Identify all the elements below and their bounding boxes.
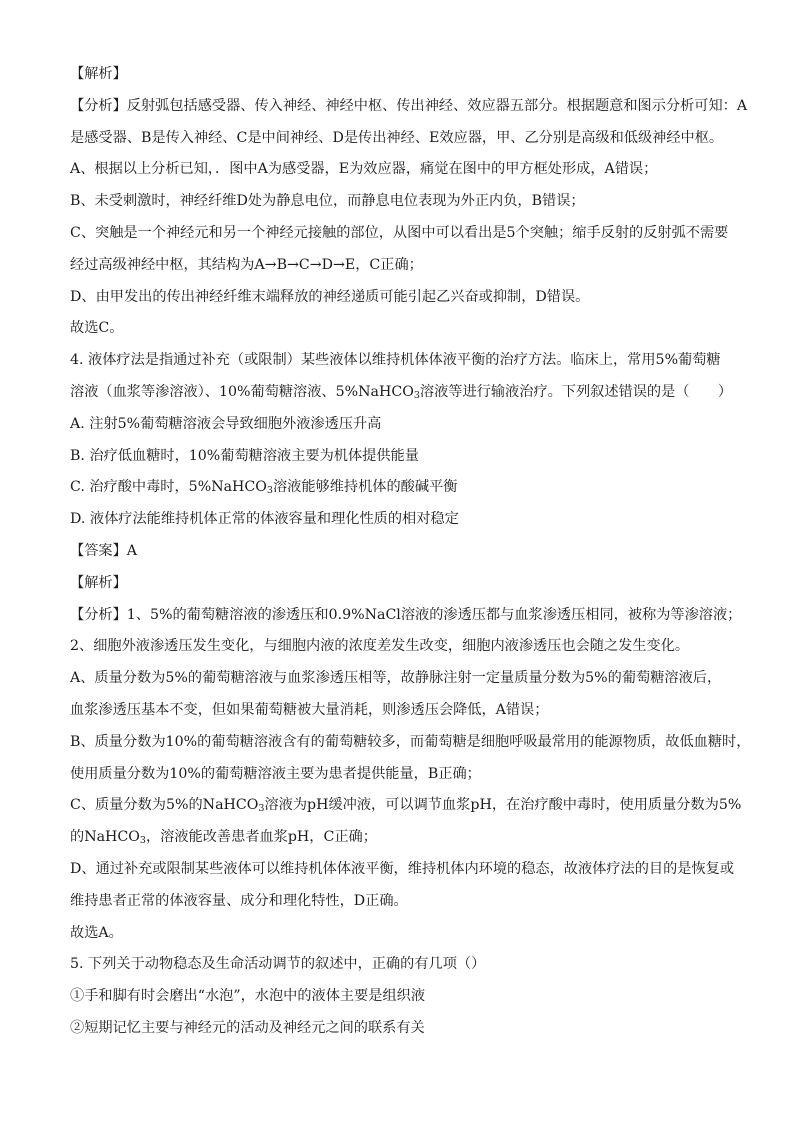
paragraph-line: 维持患者正常的体液容量、成分和理化特性，D正确。	[70, 892, 408, 909]
paragraph-line	[70, 827, 738, 859]
paragraph-line: 是感受器、B是传入神经、C是中间神经、D是传出神经、E效应器，甲、乙分别是高级和低级神经中枢。	[70, 129, 724, 146]
text-run: 溶液能够维持机体的酸碱平衡	[272, 479, 458, 496]
conclusion-line: 故选A。	[70, 924, 123, 941]
answer-line: 【答案】A	[70, 542, 137, 559]
paragraph-line: 经过高级神经中枢，其结构为A→B→C→D→E，C正确；	[70, 256, 423, 273]
statement-2: ②短期记忆主要与神经元的活动及神经元之间的联系有关	[70, 1019, 425, 1036]
text-run: 溶液等进行输液治疗。下列叙述错误的是（ ）	[419, 383, 733, 400]
option-b: B. 治疗低血糖时，10%葡萄糖溶液主要为机体提供能量	[70, 447, 419, 464]
subscript: 3	[258, 803, 265, 815]
text-run: C. 治疗酸中毒时，5%NaHCO	[70, 479, 267, 496]
paragraph-line: 使用质量分数为10%的葡萄糖溶液主要为患者提供能量，B正确；	[70, 765, 481, 782]
paragraph-line: C、突触是一个神经元和另一个神经元接触的部位，从图中可以看出是5个突触；缩手反射的反射弧不需要	[70, 224, 729, 241]
option-c	[70, 477, 738, 509]
subscript: 3	[413, 389, 420, 401]
paragraph-line: 2、细胞外液渗透压发生变化，与细胞内液的浓度差发生改变，细胞内液渗透压也会随之发生变化。	[70, 638, 690, 655]
option-d: D. 液体疗法能维持机体正常的体液容量和理化性质的相对稳定	[70, 511, 459, 528]
text-run: 溶液为pH缓冲液，可以调节血浆pH，在治疗酸中毒时，使用质量分数为5%	[264, 797, 742, 814]
subscript: 3	[266, 485, 273, 497]
paragraph-line	[70, 795, 742, 827]
subscript: 3	[139, 835, 146, 847]
question-4-stem-cont	[70, 382, 738, 414]
paragraph-line: A、质量分数为5%的葡萄糖溶液与血浆渗透压相等，故静脉注射一定量质量分数为5%的葡萄糖溶液后，	[70, 670, 722, 687]
paragraph-line: D、通过补充或限制某些液体可以维持机体体液平衡，维持机体内环境的稳态，故液体疗法的目的是恢复或	[70, 860, 735, 877]
paragraph-line: D、由甲发出的传出神经纤维末端释放的神经递质可能引起乙兴奋或抑制，D错误。	[70, 288, 590, 305]
option-a: A. 注射5%葡萄糖溶液会导致细胞外液渗透压升高	[70, 415, 382, 432]
question-4-stem: 4. 液体疗法是指通过补充（或限制）某些液体以维持机体体液平衡的治疗方法。临床上，常用5%葡萄糖	[70, 352, 721, 369]
document-body	[70, 64, 751, 1050]
question-5-stem: 5. 下列关于动物稳态及生命活动调节的叙述中，正确的有几项（）	[70, 956, 486, 973]
text-run: 的NaHCO	[70, 829, 140, 846]
text-run: 溶液（血浆等渗溶液）、10%葡萄糖溶液、5%NaHCO	[70, 383, 414, 400]
text-run: ，溶液能改善患者血浆pH，C正确；	[145, 829, 377, 846]
paragraph-line: 【分析】反射弧包括感受器、传入神经、神经中枢、传出神经、效应器五部分。根据题意和图示分析可知：A	[70, 97, 748, 114]
paragraph-line: 血浆渗透压基本不变，但如果葡萄糖被大量消耗，则渗透压会降低，A错误；	[70, 701, 549, 718]
statement-1: ①手和脚有时会磨出“水泡”，水泡中的液体主要是组织液	[70, 988, 426, 1005]
section-heading-analysis: 【解析】	[70, 574, 127, 591]
paragraph-line: A、根据以上分析已知，．图中A为感受器，E为效应器，痛觉在图中的甲方框处形成，A错误；	[70, 161, 658, 178]
paragraph-line: B、未受刺激时，神经纤维D处为静息电位，而静息电位表现为外正内负，B错误；	[70, 193, 585, 210]
section-heading-analysis: 【解析】	[70, 66, 127, 82]
conclusion-line: 故选C。	[70, 320, 124, 337]
text-run: C、质量分数为5%的NaHCO	[70, 797, 259, 814]
paragraph-line: 【分析】1、5%的葡萄糖溶液的渗透压和0.9%NaCl溶液的渗透压都与血浆渗透压相同，被称为等渗溶液；	[70, 606, 742, 623]
paragraph-line: B、质量分数为10%的葡萄糖溶液含有的葡萄糖较多，而葡萄糖是细胞呼吸最常用的能源物质，故低血糖时，	[70, 733, 751, 750]
